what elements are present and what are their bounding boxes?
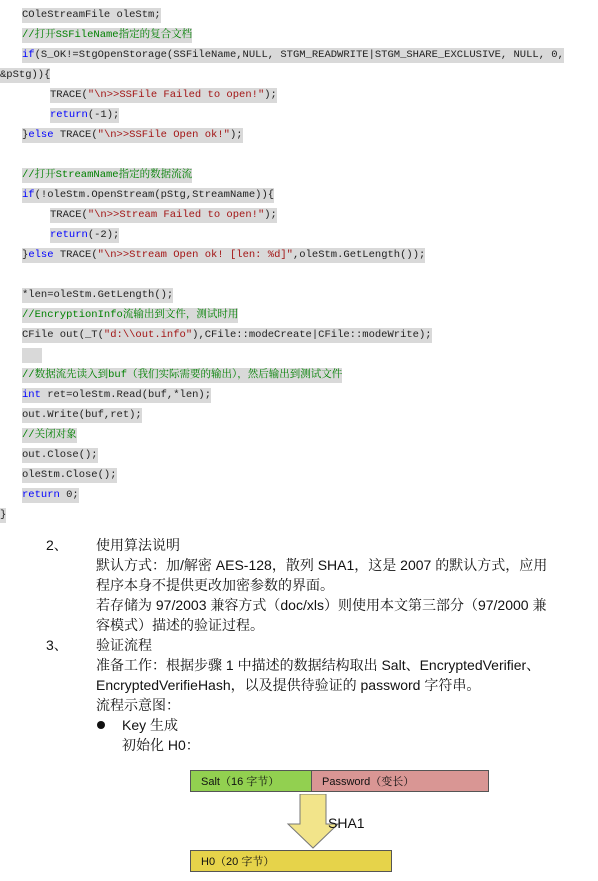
- blank-line: [0, 146, 598, 166]
- code-line: return 0;: [22, 488, 79, 501]
- code-line: int ret=oleStm.Read(buf,*len);: [22, 388, 212, 401]
- code-line: out.Close();: [22, 448, 98, 461]
- code-line: oleStm.Close();: [22, 468, 117, 481]
- code-line: //打开StreamName指定的数据流流: [22, 168, 193, 181]
- code-line: //关闭对象: [22, 428, 77, 441]
- sha1-label: SHA1: [328, 815, 365, 831]
- code-line: *len=oleStm.GetLength();: [22, 288, 174, 301]
- code-line: }else TRACE("\n>>SSFile Open ok!");: [22, 128, 243, 141]
- code-line: //数据流先读入到buf（我们实际需要的输出），然后输出到测试文件: [22, 368, 343, 381]
- code-line: TRACE("\n>>Stream Failed to open!");: [50, 208, 277, 221]
- paragraph: 若存储为 97/2003 兼容方式（doc/xls）则使用本文第三部分（97/2000 兼容模式）描述的验证过程。: [96, 597, 547, 633]
- section-heading: 使用算法说明: [96, 537, 180, 553]
- code-listing: [0, 6, 598, 526]
- code-line: if(!oleStm.OpenStream(pStg,StreamName)){: [22, 188, 275, 201]
- salt-box: Salt（16 字节）: [190, 770, 312, 792]
- code-line: return(-2);: [50, 228, 120, 241]
- code-line: return(-1);: [50, 108, 120, 121]
- code-line: CFile out(_T("d:\\out.info"),CFile::modeCreate|CFile::modeWrite);: [22, 328, 432, 341]
- paragraph: 准备工作：根据步骤 1 中描述的数据结构取出 Salt、EncryptedVerifier、EncryptedVerifieHash，以及提供待验证的 password 字符串。: [96, 657, 541, 693]
- code-line: [0, 346, 598, 366]
- bullet-text: Key 生成: [122, 717, 179, 733]
- code-line: }: [0, 508, 7, 521]
- code-line: if(S_OK!=StgOpenStorage(SSFileName,NULL, STGM_READWRITE|STGM_SHARE_EXCLUSIVE, NULL, 0,: [22, 48, 564, 61]
- code-line: //打开SSFileName指定的复合文档: [22, 28, 193, 41]
- code-line: //EncryptionInfo流输出到文件，测试时用: [22, 308, 239, 321]
- paragraph: 初始化 H0：: [122, 737, 200, 753]
- password-box: Password（变长）: [311, 770, 489, 792]
- code-line: &pStg)){: [0, 68, 51, 81]
- code-line: out.Write(buf,ret);: [22, 408, 142, 421]
- paragraph: 流程示意图：: [96, 697, 180, 713]
- section-number: 3、: [46, 637, 68, 653]
- blank-line: [0, 266, 598, 286]
- section-heading: 验证流程: [96, 637, 152, 653]
- code-line: COleStreamFile oleStm;: [22, 8, 161, 21]
- bullet-icon: [97, 721, 105, 729]
- h0-box: H0（20 字节）: [190, 850, 392, 872]
- code-line: }else TRACE("\n>>Stream Open ok! [len: %d]",oleStm.GetLength());: [22, 248, 426, 261]
- paragraph: 默认方式：加/解密 AES-128，散列 SHA1，这是 2007 的默认方式，应用程序本身不提供更改加密参数的界面。: [96, 557, 548, 593]
- code-line: TRACE("\n>>SSFile Failed to open!");: [50, 88, 277, 101]
- section-number: 2、: [46, 537, 68, 553]
